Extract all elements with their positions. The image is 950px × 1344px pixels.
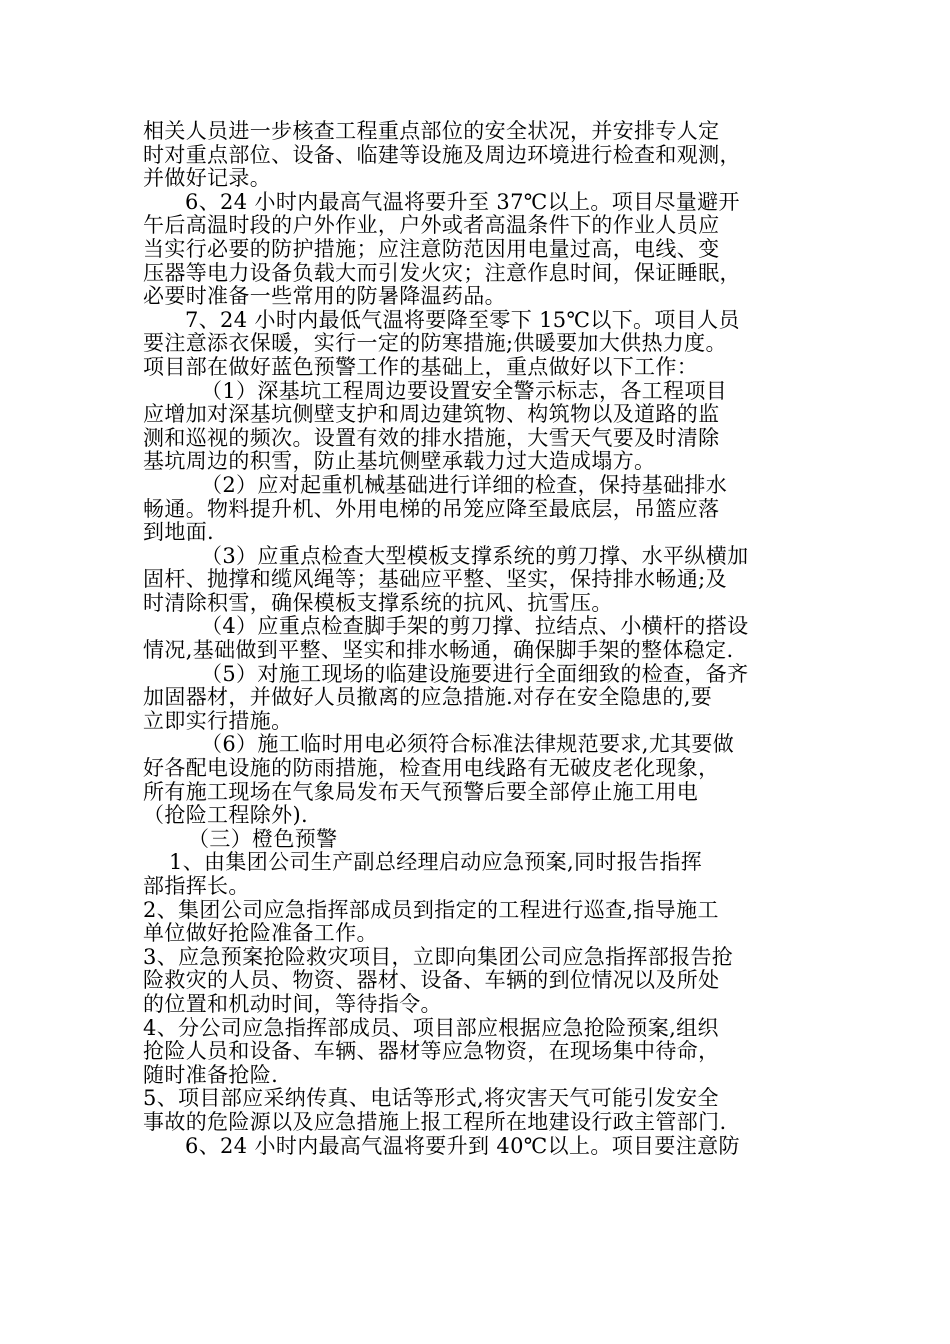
text-line: 测和巡视的频次。设置有效的排水措施，大雪天气要及时清除 [143,425,720,450]
text-line: 6、24 小时内最高气温将要升至 37℃以上。项目尽量避开 [185,189,740,214]
text-line: （4）应重点检查脚手架的剪刀撑、拉结点、小横杆的搭设 [201,614,749,639]
text-line: （3）应重点检查大型模板支撑系统的剪刀撑、水平纵横加 [201,543,749,568]
document-body [143,120,807,1158]
text-line: 午后高温时段的户外作业，户外或者高温条件下的作业人员应 [143,213,720,238]
text-line: 所有施工现场在气象局发布天气预警后要全部停止施工用电 [143,779,699,804]
text-line: 加固器材，并做好人员撤离的应急措施.对存在安全隐患的,要 [143,685,713,710]
text-line: 压器等电力设备负载大而引发火灾；注意作息时间，保证睡眠， [143,260,741,285]
text-line: 7、24 小时内最低气温将要降至零下 15℃以下。项目人员 [185,307,740,332]
text-line: （5）对施工现场的临建设施要进行全面细致的检查，备齐 [201,661,749,686]
text-line: （6）施工临时用电必须符合标准法律规范要求,尤其要做 [201,732,735,757]
text-line: 抢险人员和设备、车辆、器材等应急物资，在现场集中待命， [143,1039,720,1064]
text-line: 当实行必要的防护措施；应注意防范因用电量过高，电线、变 [143,236,720,261]
text-line: 部指挥长。 [143,874,250,898]
text-line: 时清除积雪，确保模板支撑系统的抗风、抗雪压。 [143,590,613,615]
text-line: 应增加对深基坑侧壁支护和周边建筑物、构筑物以及道路的监 [143,402,720,427]
text-line: 并做好记录。 [143,166,272,191]
text-line: 的位置和机动时间，等待指令。 [143,991,442,1016]
text-line: 畅通。物料提升机、外用电梯的吊笼应降至最底层，吊篮应落 [143,496,720,521]
text-line: （三）橙色预警 [188,826,338,851]
text-line: 好各配电设施的防雨措施，检查用电线路有无破皮老化现象， [143,756,720,781]
text-line: 固杆、抛撑和缆风绳等；基础应平整、坚实，保持排水畅通;及 [143,567,727,592]
text-line: 必要时准备一些常用的防暑降温药品。 [143,284,506,309]
text-line: 3、应急预案抢险救灾项目，立即向集团公司应急指挥部报告抢 [143,944,734,969]
text-line: 6、24 小时内最高气温将要升到 40℃以上。项目要注意防 [185,1133,740,1158]
text-line: 项目部在做好蓝色预警工作的基础上，重点做好以下工作： [143,354,699,379]
text-line: （2）应对起重机械基础进行详细的检查，保持基础排水 [201,472,728,497]
text-line: 事故的危险源以及应急措施上报工程所在地建设行政主管部门. [143,1109,727,1134]
text-line: 1、由集团公司生产副总经理启动应急预案,同时报告指挥 [169,850,703,875]
text-line: 到地面. [143,520,215,545]
text-line: 4、分公司应急指挥部成员、项目部应根据应急抢险预案,组织 [143,1015,719,1040]
text-line: 要注意添衣保暖，实行一定的防寒措施;供暖要加大供热力度。 [143,331,727,356]
text-line: 险救灾的人员、物资、器材、设备、车辆的到位情况以及所处 [143,968,720,993]
text-line: 情况,基础做到平整、坚实和排水畅通，确保脚手架的整体稳定. [143,638,734,663]
text-line: 5、项目部应采纳传真、电话等形式,将灾害天气可能引发安全 [143,1086,719,1111]
text-line: 立即实行措施。 [143,708,293,733]
text-line: 相关人员进一步核查工程重点部位的安全状况，并安排专人定 [143,119,720,143]
text-line: （抢险工程除外). [143,803,309,828]
text-line: 随时准备抢险. [143,1062,279,1087]
text-line: 单位做好抢险准备工作。 [143,921,378,946]
text-line: 基坑周边的积雪，防止基坑侧壁承载力过大造成塌方。 [143,449,656,474]
text-line: 时对重点部位、设备、临建等设施及周边环境进行检查和观测， [143,142,741,167]
text-line: （1）深基坑工程周边要设置安全警示标志，各工程项目 [201,378,728,403]
text-line: 2、集团公司应急指挥部成员到指定的工程进行巡查,指导施工 [143,897,719,922]
